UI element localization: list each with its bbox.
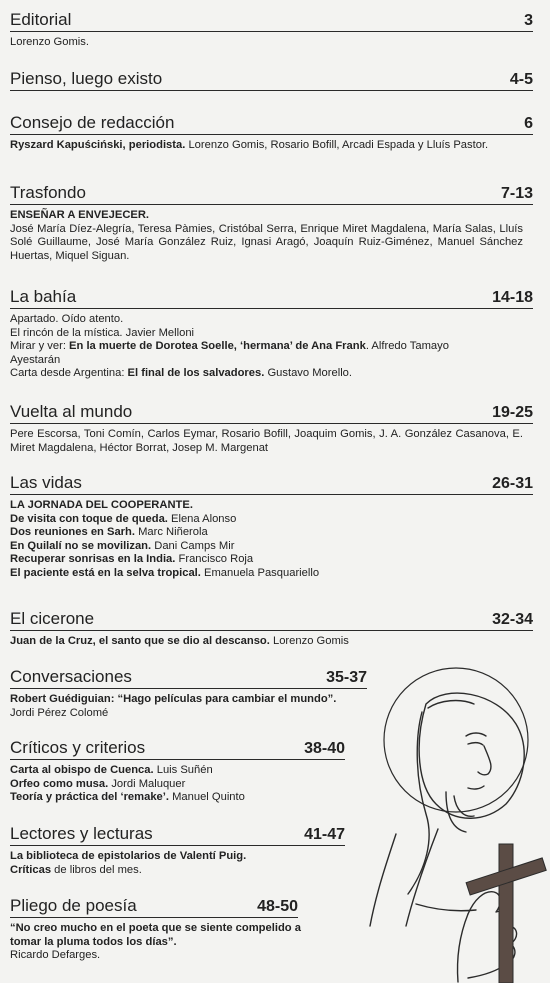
- section-header: [10, 9, 533, 32]
- section-body: [10, 139, 515, 153]
- section-title: Consejo de redacción: [10, 113, 175, 132]
- entry-text: Jordi Maluquer: [108, 777, 186, 790]
- section-header: [10, 895, 298, 918]
- toc-section-conversaciones: [10, 666, 367, 720]
- section-pages: 32-34: [492, 611, 533, 628]
- section-pages: 3: [524, 12, 533, 29]
- toc-section-vidas: [10, 472, 533, 581]
- section-title: Editorial: [10, 10, 72, 29]
- section-body: [10, 209, 523, 263]
- section-header: [10, 737, 345, 760]
- entry-line: [10, 139, 515, 153]
- entry-line: [10, 526, 533, 540]
- entry-line: [10, 949, 310, 963]
- entry-article-title: Carta al obispo de Cuenca.: [10, 764, 154, 776]
- toc-section-lectores: [10, 823, 345, 877]
- section-title: Las vidas: [10, 473, 82, 492]
- entry-text: El rincón de la mística. Javier Melloni: [10, 326, 195, 339]
- toc-section-vuelta: [10, 401, 533, 455]
- toc-section-consejo: [10, 112, 533, 153]
- toc-section-pienso: [10, 68, 533, 91]
- section-title: Pliego de poesía: [10, 896, 137, 915]
- entry-text: José María Díez-Alegría, Teresa Pàmies, Cristóbal Serra, Enrique Miret Magdalena, María Salas, Lluís Solé Guillaume, José María González Ruiz, Ignasi Aragó, Joaquín Ruiz-Giménez, Manuel Sánchez Huertas, Miquel Siguan.: [10, 222, 523, 262]
- toc-section-editorial: [10, 9, 533, 50]
- entry-text: Lorenzo Gomis, Rosario Bofill, Arcadi Espada y Lluís Pastor.: [185, 139, 489, 151]
- entry-line: [10, 428, 523, 455]
- entry-text: Jordi Pérez Colomé: [10, 706, 109, 719]
- section-title: Vuelta al mundo: [10, 402, 133, 421]
- entry-article-title: Dos reuniones en Sarh.: [10, 526, 135, 539]
- entry-text: Gustavo Morello.: [264, 367, 353, 380]
- entry-article-title: LA JORNADA DEL COOPERANTE.: [10, 499, 193, 511]
- entry-text: Pere Escorsa, Toni Comín, Carlos Eymar, Rosario Bofill, Joaquim Gomis, J. A. González Casanova, E. Miret Magdalena, Héctor Borrat, Josep M. Margenat: [10, 428, 523, 454]
- section-body: [10, 313, 495, 381]
- entry-line: [10, 791, 345, 805]
- entry-line: [10, 553, 533, 567]
- entry-line: [10, 922, 310, 949]
- saint-illustration: [356, 664, 550, 983]
- entry-article-title: La biblioteca de epistolarios de Valentí Puig.: [10, 850, 247, 862]
- section-pages: 35-37: [326, 669, 367, 686]
- entry-text: Dani Camps Mir: [151, 539, 235, 552]
- section-title: Lectores y lecturas: [10, 824, 153, 843]
- section-title: La bahía: [10, 287, 77, 306]
- entry-line: [10, 340, 495, 367]
- section-title: El cicerone: [10, 609, 95, 628]
- entry-article-title: En la muerte de Dorotea Soelle, ‘hermana’ de Ana Frank: [69, 340, 366, 353]
- entry-line: [10, 778, 345, 792]
- toc-section-pliego: [10, 895, 301, 963]
- entry-article-title: ENSEÑAR A ENVEJECER.: [10, 209, 150, 221]
- entry-line: [10, 327, 495, 341]
- section-body: [10, 922, 310, 963]
- section-title: Pienso, luego existo: [10, 69, 163, 88]
- entry-text: Francisco Roja: [175, 553, 254, 566]
- entry-text: Ricardo Defarges.: [10, 949, 101, 962]
- entry-line: [10, 313, 495, 327]
- entry-article-title: Robert Guédiguian: “Hago películas para cambiar el mundo”.: [10, 693, 337, 705]
- entry-text: Luis Suñén: [153, 764, 213, 776]
- section-title: Críticos y criterios: [10, 738, 146, 757]
- section-header: [10, 112, 533, 135]
- section-pages: 14-18: [492, 289, 533, 306]
- head-outline: [419, 693, 524, 818]
- section-header: [10, 666, 367, 689]
- entry-article-title: De visita con toque de queda.: [10, 512, 168, 525]
- entry-article-title: En Quilalí no se movilizan.: [10, 539, 152, 552]
- section-title: Conversaciones: [10, 667, 132, 686]
- section-body: [10, 428, 523, 455]
- entry-text: Mirar y ver:: [10, 340, 70, 353]
- entry-text: de libros del mes.: [51, 863, 142, 876]
- section-body: [10, 693, 350, 720]
- entry-article-title: Críticas: [10, 863, 52, 876]
- section-body: [10, 764, 345, 805]
- section-pages: 38-40: [304, 740, 345, 757]
- toc-section-cicerone: [10, 608, 533, 649]
- entry-article-title: “No creo mucho en el poeta que se siente compelido a tomar la pluma todos los días”.: [10, 922, 301, 948]
- entry-line: [10, 540, 533, 554]
- section-pages: 7-13: [500, 185, 533, 202]
- entry-article-title: El paciente está en la selva tropical.: [10, 566, 201, 579]
- section-body: [10, 499, 533, 581]
- section-header: [10, 286, 533, 309]
- cross-icon: [466, 844, 546, 983]
- entry-line: [10, 209, 523, 223]
- entry-line: [10, 764, 345, 778]
- section-title: Trasfondo: [10, 183, 86, 202]
- entry-text: Apartado. Oído atento.: [10, 313, 124, 325]
- entry-article-title: Ryszard Kapuściński, periodista.: [10, 139, 186, 151]
- section-body: [10, 635, 533, 649]
- section-pages: 41-47: [304, 826, 345, 843]
- toc-section-criticos: [10, 737, 345, 805]
- entry-line: [10, 635, 533, 649]
- entry-article-title: El final de los salvadores.: [127, 367, 265, 380]
- section-pages: 4-5: [509, 71, 533, 88]
- section-header: [10, 472, 533, 495]
- entry-line: [10, 850, 345, 864]
- section-header: [10, 182, 533, 205]
- entry-text: Emanuela Pasquariello: [200, 566, 320, 579]
- toc-section-trasfondo: [10, 182, 533, 263]
- entry-line: [10, 367, 495, 381]
- entry-text: Marc Niñerola: [134, 526, 208, 539]
- section-header: [10, 68, 533, 91]
- section-pages: 48-50: [257, 898, 298, 915]
- entry-text: Lorenzo Gomis.: [10, 36, 89, 48]
- entry-line: [10, 567, 533, 581]
- entry-text: Elena Alonso: [167, 512, 237, 525]
- entry-article-title: Orfeo como musa.: [10, 777, 109, 790]
- section-pages: 6: [524, 115, 533, 132]
- entry-text: Carta desde Argentina:: [10, 367, 128, 380]
- entry-text: . Alfredo Tamayo Ayestarán: [10, 340, 449, 366]
- section-pages: 26-31: [492, 475, 533, 492]
- entry-line: [10, 223, 523, 264]
- entry-article-title: Teoría y práctica del ‘remake’.: [10, 791, 169, 804]
- entry-line: [10, 499, 533, 513]
- entry-article-title: Recuperar sonrisas en la India.: [10, 553, 176, 566]
- section-pages: 19-25: [492, 404, 533, 421]
- entry-line: [10, 513, 533, 527]
- entry-text: Manuel Quinto: [168, 791, 245, 804]
- section-body: [10, 850, 345, 877]
- entry-line: [10, 693, 350, 720]
- section-header: [10, 608, 533, 631]
- section-header: [10, 401, 533, 424]
- section-body: [10, 36, 533, 50]
- section-header: [10, 823, 345, 846]
- entry-article-title: Juan de la Cruz, el santo que se dio al descanso.: [10, 635, 270, 647]
- entry-line: [10, 36, 533, 50]
- toc-section-bahia: [10, 286, 533, 381]
- entry-text: Lorenzo Gomis: [269, 635, 349, 647]
- entry-line: [10, 864, 345, 878]
- halo-circle: [384, 668, 528, 812]
